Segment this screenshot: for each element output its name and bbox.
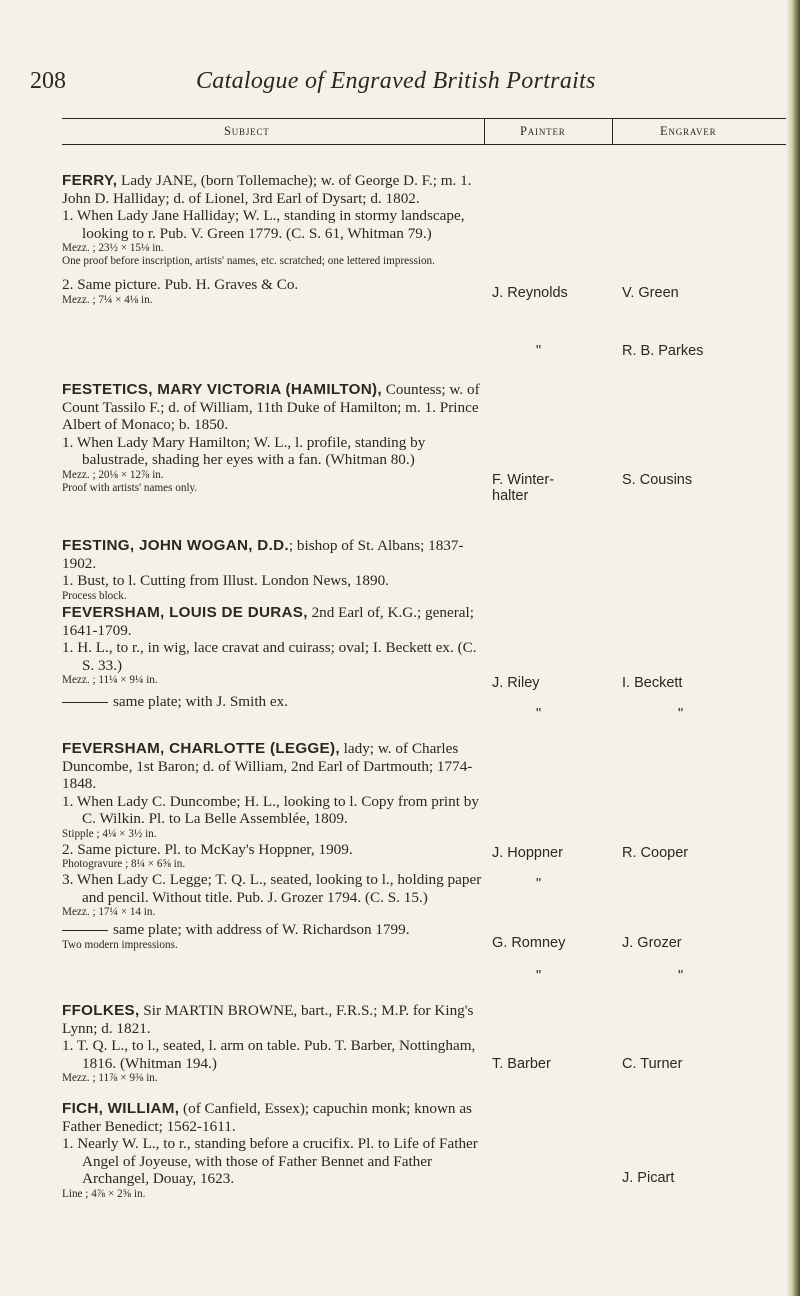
entry-item: same plate; with address of W. Richardson 1799. [113,921,410,938]
ditto-dash [62,930,108,931]
item-detail: Mezz. ; 11¼ × 9¼ in. [62,674,158,686]
entry-name: FESTETICS, MARY VICTORIA (HAMILTON), [62,381,382,398]
engraver-cell: S. Cousins [622,472,693,488]
column-header-subject: Subject [224,124,270,138]
catalogue-entry [62,740,482,952]
engraver-cell: C. Turner [622,1056,683,1072]
entry-name: FFOLKES, [62,1002,140,1019]
engraver-cell: J. Grozer [622,935,682,951]
item-detail: Mezz. ; 17¼ × 14 in. [62,906,156,918]
engraver-cell: R. B. Parkes [622,343,704,359]
entry-item: 2. Same picture. Pl. to McKay's Hoppner, 1909. [62,840,353,858]
item-detail: Mezz. ; 7¼ × 4⅛ in. [62,293,153,306]
entry-item: same plate; with J. Smith ex. [113,693,289,710]
entry-description: ; bishop of St. Albans; 1837-1902. [62,537,464,572]
entry-name: FEVERSHAM, CHARLOTTE (LEGGE), [62,740,340,757]
table-header-rule [62,144,800,145]
entry-name: FESTING, JOHN WOGAN, D.D. [62,537,289,554]
catalogue-entry [62,1100,482,1201]
catalogue-entry [62,604,482,711]
painter-cell: J. Hoppner [492,845,563,861]
painter-ditto: " [536,968,542,984]
entry-description: Sir MARTIN BROWNE, bart., F.R.S.; M.P. for King's Lynn; d. 1821. [62,1002,474,1037]
entry-item: 1. Nearly W. L., to r., standing before a crucifix. Pl. to Life of Father Angel of Joyeuse, with those of Father Bennet and Father Archangel, Douay, 1623. [62,1135,478,1187]
catalogue-entry [62,1002,482,1085]
painter-cell: G. Romney [492,935,566,951]
item-detail: Stipple ; 4¼ × 3½ in. [62,827,157,840]
item-detail: One proof before inscription, artists' names, etc. scratched; one lettered impression. [62,255,435,267]
engraver-cell: V. Green [622,285,679,301]
entry-description: Countess; w. of Count Tassilo F.; d. of William, 11th Duke of Hamilton; m. 1. Prince Albert of Monaco; b. 1850. [62,381,480,433]
item-detail: Line ; 4⅞ × 2⅝ in. [62,1187,146,1200]
item-detail: Two modern impressions. [62,938,178,951]
item-detail: Mezz. ; 23½ × 15⅛ in. [62,242,164,254]
item-detail: Mezz. ; 11⅞ × 9⅜ in. [62,1072,158,1084]
entry-name: FEVERSHAM, LOUIS DE DURAS, [62,604,308,621]
entry-item: 1. H. L., to r., in wig, lace cravat and cuirass; oval; I. Beckett ex. (C. S. 33.) [62,639,477,674]
entry-item: 3. When Lady C. Legge; T. Q. L., seated, looking to l., holding paper and pencil. Without title. Pub. J. Grozer 1794. (C. S. 15.) [62,871,482,906]
entry-item: 1. When Lady Jane Halliday; W. L., standing in stormy landscape, looking to r. Pub. V. Green 1779. (C. S. 61, Whitman 79.) [62,207,465,242]
catalogue-entry [62,172,482,307]
engraver-cell: I. Beckett [622,675,683,691]
entry-name: FERRY, [62,172,118,189]
entry-description: lady; w. of Charles Duncombe, 1st Baron; d. of William, 2nd Earl of Dartmouth; 1774-1848. [62,740,473,792]
column-header-painter: Painter [520,124,566,138]
engraver-cell: R. Cooper [622,845,689,861]
item-detail: Process block. [62,589,127,602]
catalogue-entry [62,381,482,495]
catalogue-entry [62,537,482,603]
entry-item: 1. Bust, to l. Cutting from Illust. London News, 1890. [62,572,389,589]
painter-cell: F. Winter- halter [492,472,555,504]
entry-item: 1. When Lady Mary Hamilton; W. L., l. profile, standing by balustrade, shading her eyes with a fan. (Whitman 80.) [62,433,426,468]
column-divider [484,118,485,144]
entry-name: FICH, WILLIAM, [62,1100,180,1117]
painter-cell: J. Reynolds [492,285,568,301]
page-edge-shadow [786,0,800,1296]
table-top-rule [62,118,800,119]
engraver-cell: J. Picart [622,1170,675,1186]
item-detail: Photogravure ; 8¼ × 6⅝ in. [62,858,186,870]
painter-cell: J. Riley [492,675,540,691]
entry-description: (of Canfield, Essex); capuchin monk; known as Father Benedict; 1562-1611. [62,1100,472,1135]
painter-ditto: " [536,706,542,722]
column-header-engraver: Engraver [660,124,717,138]
item-detail: Proof with artists' names only. [62,481,198,494]
entry-description: 2nd Earl of, K.G.; general; 1641-1709. [62,604,474,639]
ditto-dash [62,702,108,703]
page-header [0,68,800,108]
entry-item: 1. When Lady C. Duncombe; H. L., looking to l. Copy from print by C. Wilkin. Pl. to La Belle Assemblée, 1809. [62,792,479,827]
page-number: 208 [30,68,66,94]
painter-ditto: " [536,343,542,359]
painter-ditto: " [536,876,542,892]
engraver-ditto: " [678,968,684,984]
engraver-ditto: " [678,706,684,722]
painter-cell: T. Barber [492,1056,551,1072]
running-title: Catalogue of Engraved British Portraits [196,68,596,94]
column-divider [612,118,613,144]
entry-item: 2. Same picture. Pub. H. Graves & Co. [62,276,299,293]
entry-description: Lady JANE, (born Tollemache); w. of George D. F.; m. 1. John D. Halliday; d. of Lionel, 3rd Earl of Dysart; d. 1802. [62,172,472,207]
item-detail: Mezz. ; 20⅛ × 12⅞ in. [62,468,164,481]
entry-item: 1. T. Q. L., to l., seated, l. arm on table. Pub. T. Barber, Nottingham, 1816. (Whitman 194.) [62,1037,476,1072]
